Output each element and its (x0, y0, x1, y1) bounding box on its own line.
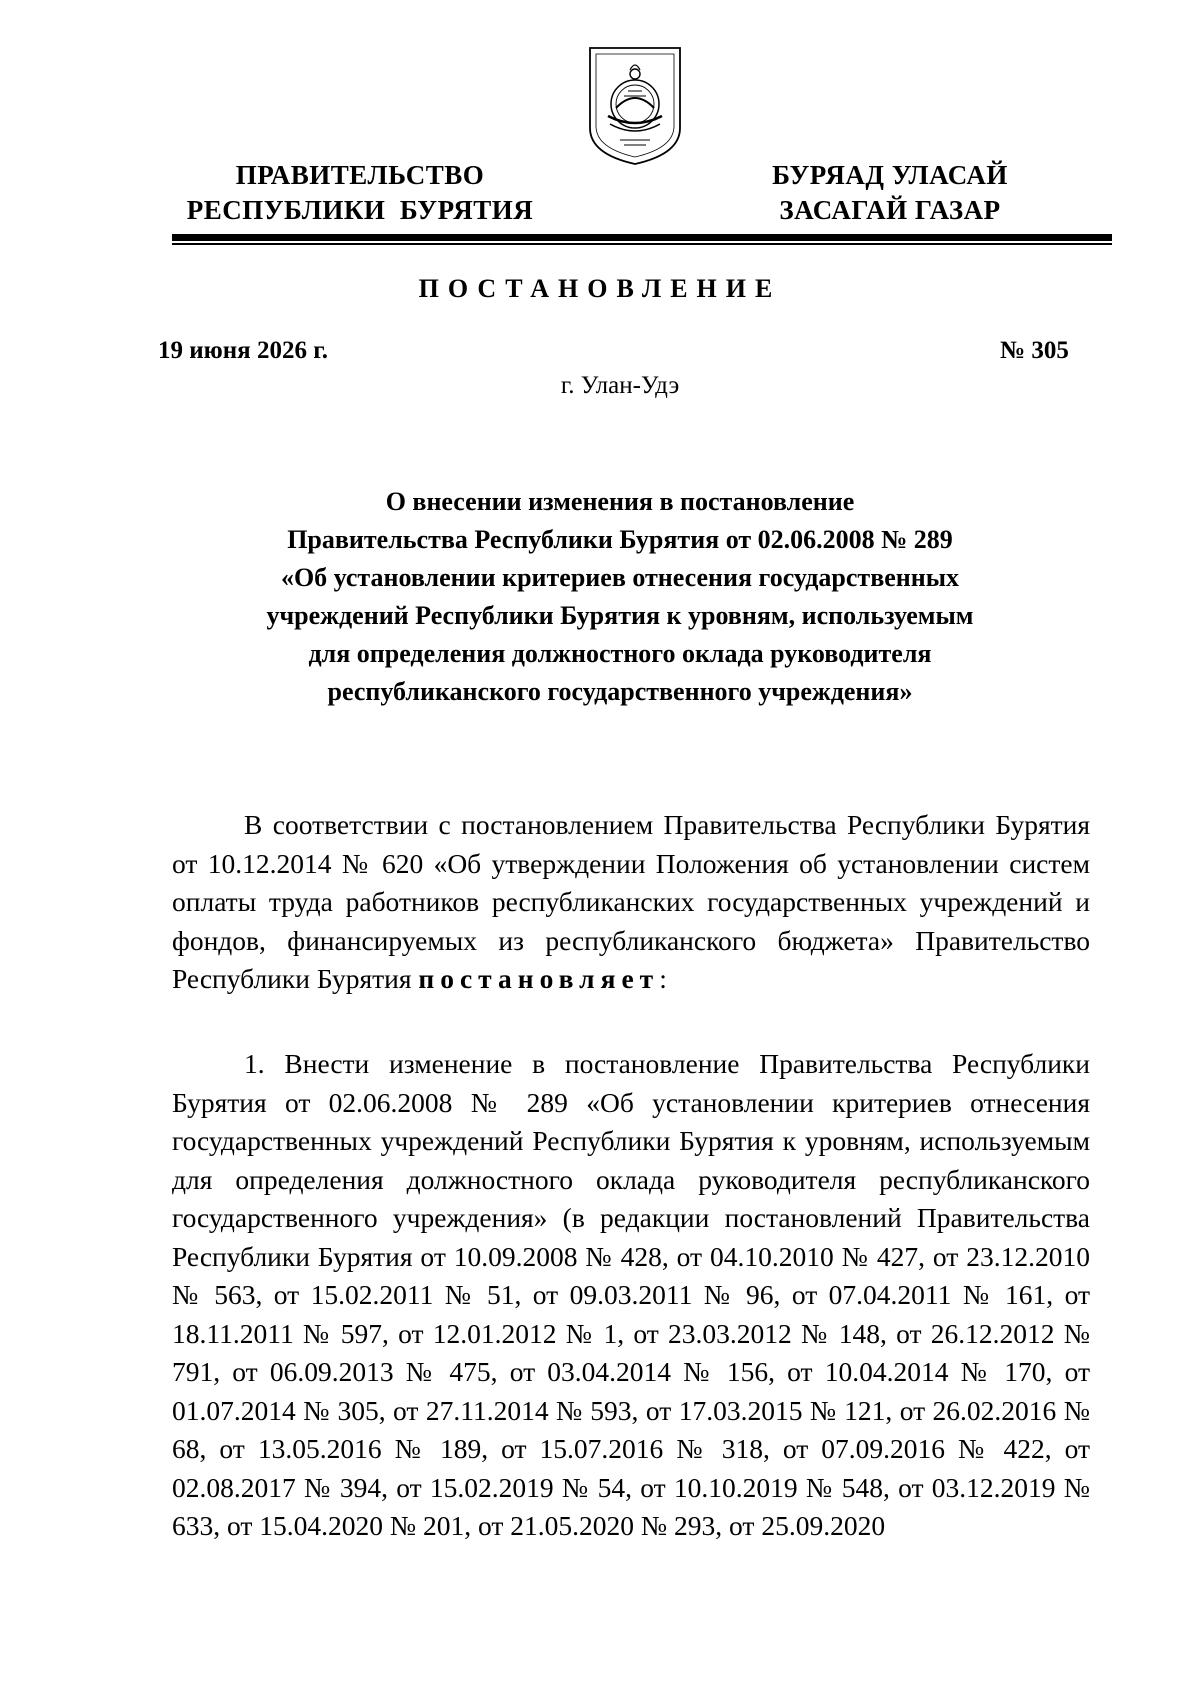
item-1-paragraph (172, 1045, 1090, 1546)
issuer-name-buryat (740, 158, 1040, 228)
issuer-line: ПРАВИТЕЛЬСТВО (235, 160, 485, 190)
item-1-text: 1. Внести изменение в постановление Правительства Республики Бурятия от 02.06.2008 № 289 «Об установлении критериев отнесения государственных учреждений Республики Бурятия к уровням, используемым для определения должностного оклада руководителя республиканского государственного учреждения» (в редакции постановлений Правительства Республики Бурятия от 10.09.2008 № 428, от 04.10.2010 № 427, от 23.12.2010 № 563, от 15.02.2011 № 51, от 09.03.2011 № 96, от 07.04.2011 № 161, от 18.11.2011 № 597, от 12.01.2012 № 1, от 23.03.2012 № 148, от 26.12.2012 № 791, от 06.09.2013 № 475, от 03.04.2014 № 156, от 10.04.2014 № 170, от 01.07.2014 № 305, от 27.11.2014 № 593, от 17.03.2015 № 121, от 26.02.2016 № 68, от 13.05.2016 № 189, от 15.07.2016 № 318, от 07.09.2016 № 422, от 02.08.2017 № 394, от 15.02.2019 № 54, от 10.10.2019 № 548, от 03.12.2019 № 633, от 15.04.2020 № 201, от 21.05.2020 № 293, от 25.09.2020 (172, 1048, 1090, 1541)
header-divider (172, 234, 1112, 241)
issuer-name-russian (170, 158, 550, 228)
document-date: 19 июня 2026 г. (158, 337, 328, 364)
document-number: № 305 (1000, 337, 1069, 364)
issuer-line: ЗАСАГАЙ ГАЗАР (779, 195, 1001, 225)
document-type: ПОСТАНОВЛЕНИЕ (418, 274, 782, 303)
preamble-text: В соответствии с постановлением Правительства Республики Бурятия от 10.12.2014 № 620 «Об утверждении Положения об установлении систем оплаты труда работников республиканских государственных учреждений и фондов, финансируемых из республиканского бюджета» Правительство Республики Бурятия (172, 809, 1090, 994)
preamble-paragraph (172, 806, 1090, 999)
title-line: республиканского государственного учреждения» (327, 677, 913, 706)
header-divider-thin (172, 243, 1112, 245)
title-line: Правительства Республики Бурятия от 02.06.2008 № 289 (287, 525, 953, 554)
title-line: О внесении изменения в постановление (385, 487, 855, 516)
coat-of-arms-icon (586, 44, 684, 168)
decree-colon: : (659, 963, 667, 994)
decree-word: постановляет (418, 963, 660, 994)
document-city: г. Улан-Удэ (560, 372, 680, 399)
issuer-line: РЕСПУБЛИКИ БУРЯТИЯ (186, 195, 534, 225)
document-title (200, 483, 1040, 711)
issuer-line: БУРЯАД УЛАСАЙ (772, 160, 1008, 190)
title-line: «Об установлении критериев отнесения государственных (280, 563, 960, 592)
title-line: для определения должностного оклада руководителя (308, 639, 932, 668)
title-line: учреждений Республики Бурятия к уровням, используемым (266, 601, 974, 630)
